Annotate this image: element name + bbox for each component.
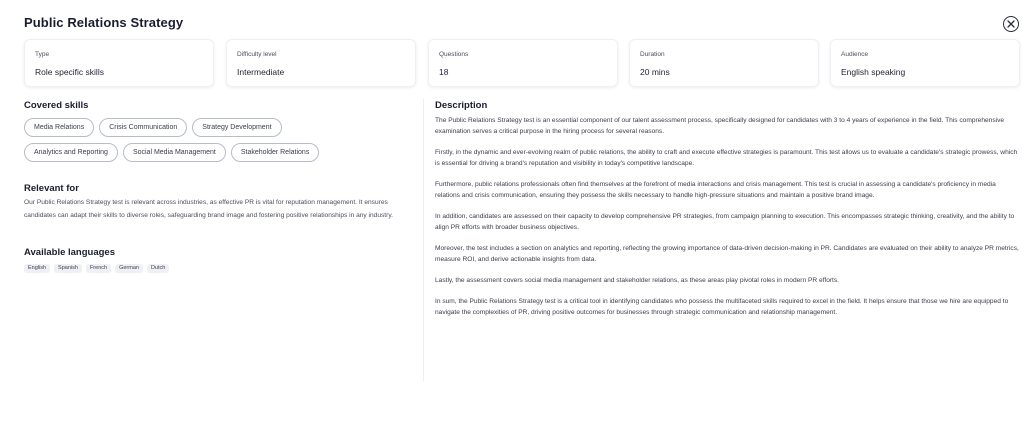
description-paragraph: The Public Relations Strategy test is an essential component of our talent assessment process, specifically designed for candidates with 3 to 4 years of experience in the field. This comprehensive examination serves a critical purpose in the hiring process for several reasons. [435, 117, 1005, 135]
relevant-for-text: Our Public Relations Strategy test is relevant across industries, as effective PR is vital for reputation management. It ensures candidates can adapt their skills to diverse roles, safeguarding brand image and fostering positive relationships in any industry. [24, 199, 393, 219]
info-card-label: Difficulty level [237, 51, 277, 58]
info-card-label: Type [35, 51, 50, 58]
languages-heading: Available languages [24, 247, 115, 258]
covered-skills-section [24, 100, 414, 162]
column-divider [423, 99, 424, 381]
description-paragraph: Lastly, the assessment covers social media management and stakeholder relations, as these areas play pivotal roles in modern PR efforts. [435, 277, 840, 284]
language-tag: German [115, 264, 143, 273]
skill-chip: Crisis Communication [99, 118, 187, 137]
skill-chip: Strategy Development [192, 118, 281, 137]
description-heading: Description [435, 100, 488, 111]
info-card-value: Intermediate [237, 67, 285, 77]
skill-chip: Stakeholder Relations [231, 143, 320, 162]
info-card-difficulty [226, 39, 416, 87]
skill-chip-list [24, 118, 364, 162]
language-tag: French [86, 264, 111, 273]
languages-section [24, 247, 169, 273]
skill-chip: Media Relations [24, 118, 94, 137]
language-tag: English [24, 264, 50, 273]
description-paragraph: Moreover, the test includes a section on analytics and reporting, reflecting the growing importance of data-driven decision-making in PR. Candidates are evaluated on their ability to analyze PR metrics, measure ROI, and derive actionable insights from data. [435, 245, 1019, 263]
info-card-questions [428, 39, 618, 87]
info-card-value: 20 mins [640, 67, 670, 77]
close-button[interactable] [1003, 16, 1019, 32]
info-card-value: English speaking [841, 67, 906, 77]
description-paragraph: In sum, the Public Relations Strategy test is a critical tool in identifying candidates who possess the multifaceted skills required to excel in the field. It helps ensure that those we hire are equipped to navigate the complexities of PR, driving positive outcomes for businesses through strategic communication and relationship management. [435, 298, 1009, 316]
description-section [435, 100, 1020, 318]
close-icon [1007, 20, 1015, 28]
info-card-audience [830, 39, 1020, 87]
info-card-duration [629, 39, 819, 87]
info-card-label: Questions [439, 51, 469, 58]
info-card-type [24, 39, 214, 87]
info-card-label: Duration [640, 51, 665, 58]
info-card-value: Role specific skills [35, 67, 104, 77]
relevant-for-heading: Relevant for [24, 183, 79, 194]
description-paragraph: Firstly, in the dynamic and ever-evolving realm of public relations, the ability to craft and execute effective strategies is paramount. This test allows us to evaluate a candidate's strategic prowess, which is essential for driving a brand's reputation and visibility in today's competitive landscape. [435, 149, 1018, 167]
info-card-label: Audience [841, 51, 869, 58]
skill-chip: Analytics and Reporting [24, 143, 118, 162]
page-title: Public Relations Strategy [24, 15, 184, 30]
language-list [24, 264, 169, 273]
info-card-value: 18 [439, 67, 449, 77]
relevant-for-section [24, 183, 414, 222]
covered-skills-heading: Covered skills [24, 100, 89, 111]
language-tag: Dutch [147, 264, 169, 273]
description-paragraph: Furthermore, public relations professionals often find themselves at the forefront of media interactions and crisis management. This test is crucial in assessing a candidate's proficiency in media relations and crisis communication, ensuring they possess the skills necessary to handle high-pressure situations and maintain a positive brand image. [435, 181, 996, 199]
skill-chip: Social Media Management [123, 143, 226, 162]
description-paragraph: In addition, candidates are assessed on their capacity to develop comprehensive PR strategies, from campaign planning to execution. This encompasses strategic thinking, creativity, and the ability to align PR efforts with broader business objectives. [435, 213, 1015, 231]
language-tag: Spanish [54, 264, 82, 273]
